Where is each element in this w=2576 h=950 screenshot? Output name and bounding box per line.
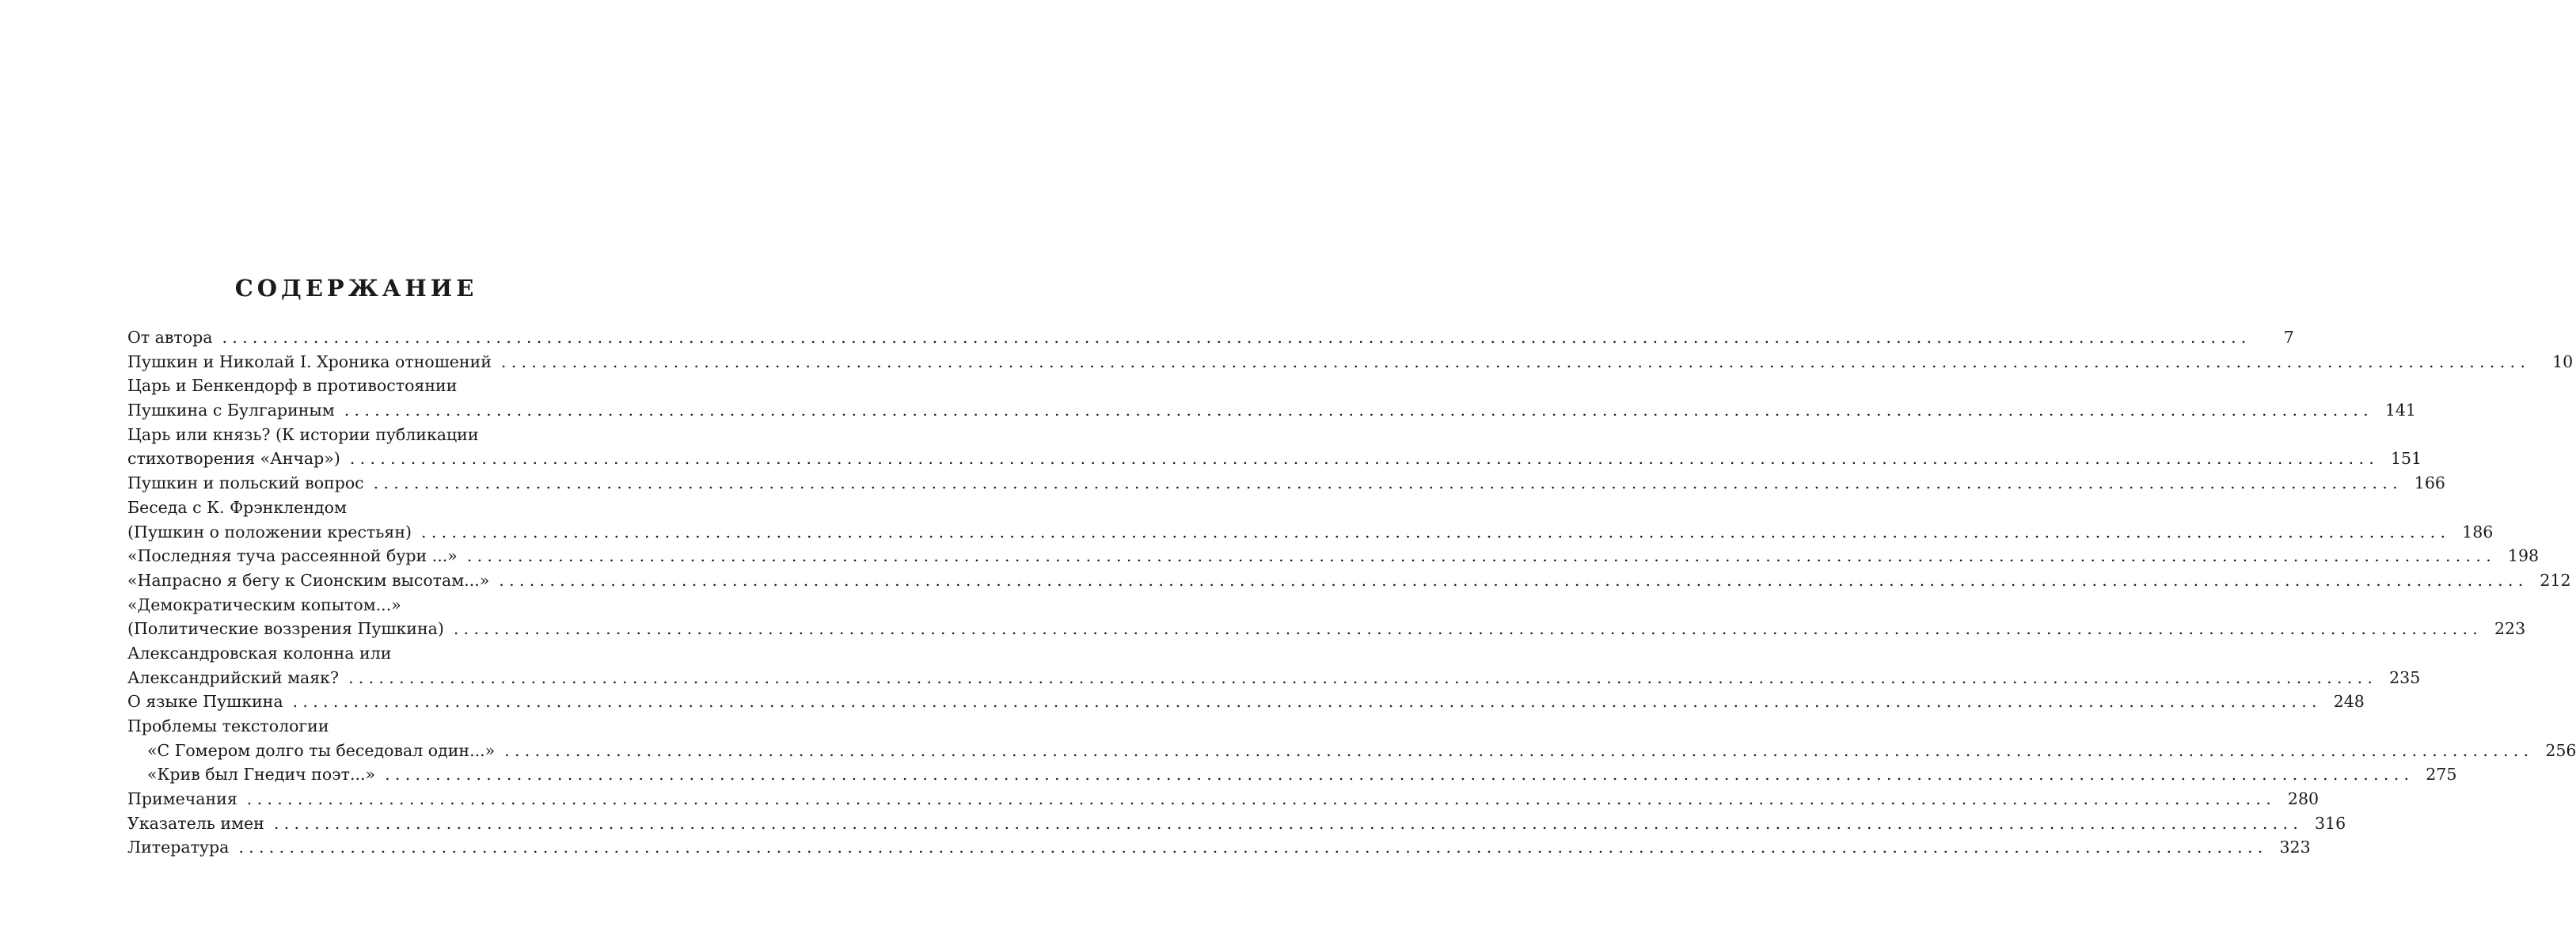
toc-line bbox=[127, 739, 2576, 763]
toc-entry-title: Пушкина с Булгариным bbox=[127, 401, 335, 420]
dot-leader: ........................................................................................................................................................................................................ bbox=[273, 813, 2304, 833]
toc-page-number: 7 bbox=[2283, 328, 2294, 347]
toc-line bbox=[127, 496, 589, 520]
dot-leader: ........................................................................................................................................................................................................ bbox=[373, 473, 2403, 493]
toc-page-number: 316 bbox=[2314, 813, 2346, 833]
toc-page-number: 256 bbox=[2545, 740, 2576, 760]
toc-page-number: 280 bbox=[2287, 789, 2320, 809]
dot-leader: ........................................................................................................................................................................................................ bbox=[349, 449, 2380, 469]
toc-line bbox=[127, 666, 2421, 690]
toc-entry-title: Примечания bbox=[127, 789, 237, 809]
toc-line bbox=[127, 325, 2294, 350]
toc-line bbox=[127, 787, 2320, 811]
dot-leader: ........................................................................................................................................................................................................ bbox=[499, 570, 2529, 590]
toc-entry bbox=[127, 714, 589, 739]
toc-entry bbox=[127, 325, 2294, 350]
toc-entry-title: Царь и Бенкендорф в противостоянии bbox=[127, 376, 458, 396]
toc-entry-title: Пушкин и Николай I. Хроника отношений bbox=[127, 352, 492, 371]
toc-entry-title: стихотворения «Анчар») bbox=[127, 449, 340, 469]
toc-entry-title: О языке Пушкина bbox=[127, 692, 283, 712]
toc-entry-title: Царь или князь? (К истории публикации bbox=[127, 424, 479, 444]
toc-entry bbox=[127, 593, 2526, 641]
toc-entry bbox=[127, 811, 2346, 836]
toc-entry bbox=[127, 762, 2457, 787]
toc-entry-title: (Пушкин о положении крестьян) bbox=[127, 522, 412, 542]
toc-page-number: 186 bbox=[2462, 522, 2494, 542]
toc-entry-title: (Политические воззрения Пушкина) bbox=[127, 619, 444, 639]
dot-leader: ........................................................................................................................................................................................................ bbox=[385, 765, 2415, 785]
dot-leader: ........................................................................................................................................................................................................ bbox=[246, 789, 2277, 809]
toc-entry bbox=[127, 787, 2320, 811]
toc-entry bbox=[127, 423, 2422, 471]
toc-page-number: 10 bbox=[2552, 352, 2574, 371]
toc-line bbox=[127, 374, 589, 398]
toc-entry-title: Указатель имен bbox=[127, 813, 264, 833]
toc-line bbox=[127, 835, 2311, 860]
toc-page-number: 223 bbox=[2494, 619, 2526, 639]
toc-page-number: 166 bbox=[2414, 473, 2445, 493]
toc-page-number: 248 bbox=[2333, 692, 2365, 712]
dot-leader: ........................................................................................................................................................................................................ bbox=[348, 667, 2378, 687]
toc-line bbox=[127, 811, 2346, 836]
toc-page-number: 198 bbox=[2507, 546, 2540, 566]
toc-line bbox=[127, 641, 589, 666]
toc-entry-title: От автора bbox=[127, 328, 213, 347]
toc-entry-title: «Напрасно я бегу к Сионским высотам...» bbox=[127, 570, 490, 590]
toc-line bbox=[127, 568, 2571, 593]
dot-leader: ........................................................................................................................................................................................................ bbox=[504, 740, 2534, 760]
dot-leader: ........................................................................................................................................................................................................ bbox=[238, 838, 2268, 857]
page-title: СОДЕРЖАНИЕ bbox=[234, 275, 478, 302]
toc-line bbox=[127, 714, 589, 739]
dot-leader: ........................................................................................................................................................................................................ bbox=[466, 546, 2497, 566]
toc-entry bbox=[127, 544, 2540, 568]
dot-leader: ........................................................................................................................................................................................................ bbox=[344, 401, 2373, 420]
toc-line bbox=[127, 593, 589, 618]
toc-entry bbox=[127, 739, 2576, 763]
toc-page-number: 151 bbox=[2390, 449, 2422, 469]
toc-page-number: 275 bbox=[2426, 765, 2457, 785]
toc-entry bbox=[127, 350, 2574, 374]
toc-entry bbox=[127, 471, 2445, 496]
toc-entry-title: Проблемы текстологии bbox=[127, 716, 329, 735]
toc-entry bbox=[127, 835, 2311, 860]
toc-page-number: 212 bbox=[2540, 570, 2571, 590]
toc-entry-title: Пушкин и польский вопрос bbox=[127, 473, 364, 493]
toc-page-number: 323 bbox=[2279, 838, 2311, 857]
toc-line bbox=[127, 423, 589, 447]
toc-entry bbox=[127, 496, 2494, 544]
toc-entry-title: «Последняя туча рассеянной бури ...» bbox=[127, 546, 458, 566]
table-of-contents bbox=[127, 325, 2576, 860]
toc-line bbox=[127, 446, 2422, 471]
toc-entry bbox=[127, 568, 2571, 593]
toc-line bbox=[127, 520, 2494, 545]
toc-entry-title: Литература bbox=[127, 838, 230, 857]
toc-line bbox=[127, 544, 2540, 568]
toc-line bbox=[127, 690, 2365, 714]
dot-leader: ........................................................................................................................................................................................................ bbox=[500, 352, 2531, 371]
toc-entry-title: «С Гомером долго ты беседовал один...» bbox=[147, 740, 496, 760]
toc-page-number: 141 bbox=[2384, 401, 2416, 420]
toc-entry bbox=[127, 374, 2416, 422]
dot-leader: ........................................................................................................................................................................................................ bbox=[222, 328, 2251, 347]
dot-leader: ........................................................................................................................................................................................................ bbox=[292, 692, 2322, 712]
dot-leader: ........................................................................................................................................................................................................ bbox=[421, 522, 2451, 542]
toc-line bbox=[127, 617, 2526, 641]
toc-entry-title: Александрийский маяк? bbox=[127, 667, 339, 687]
toc-entry-title: «Крив был Гнедич поэт...» bbox=[147, 765, 376, 785]
toc-line bbox=[127, 398, 2416, 423]
dot-leader: ........................................................................................................................................................................................................ bbox=[453, 619, 2483, 639]
toc-line bbox=[127, 762, 2457, 787]
toc-line bbox=[127, 350, 2574, 374]
toc-entry bbox=[127, 690, 2365, 714]
toc-page-number: 235 bbox=[2389, 667, 2421, 687]
toc-entry-title: Александровская колонна или bbox=[127, 643, 392, 663]
toc-entry-title: «Демократическим копытом...» bbox=[127, 595, 401, 614]
toc-line bbox=[127, 471, 2445, 496]
toc-entry-title: Беседа с К. Фрэнклендом bbox=[127, 497, 347, 517]
toc-entry bbox=[127, 641, 2421, 690]
